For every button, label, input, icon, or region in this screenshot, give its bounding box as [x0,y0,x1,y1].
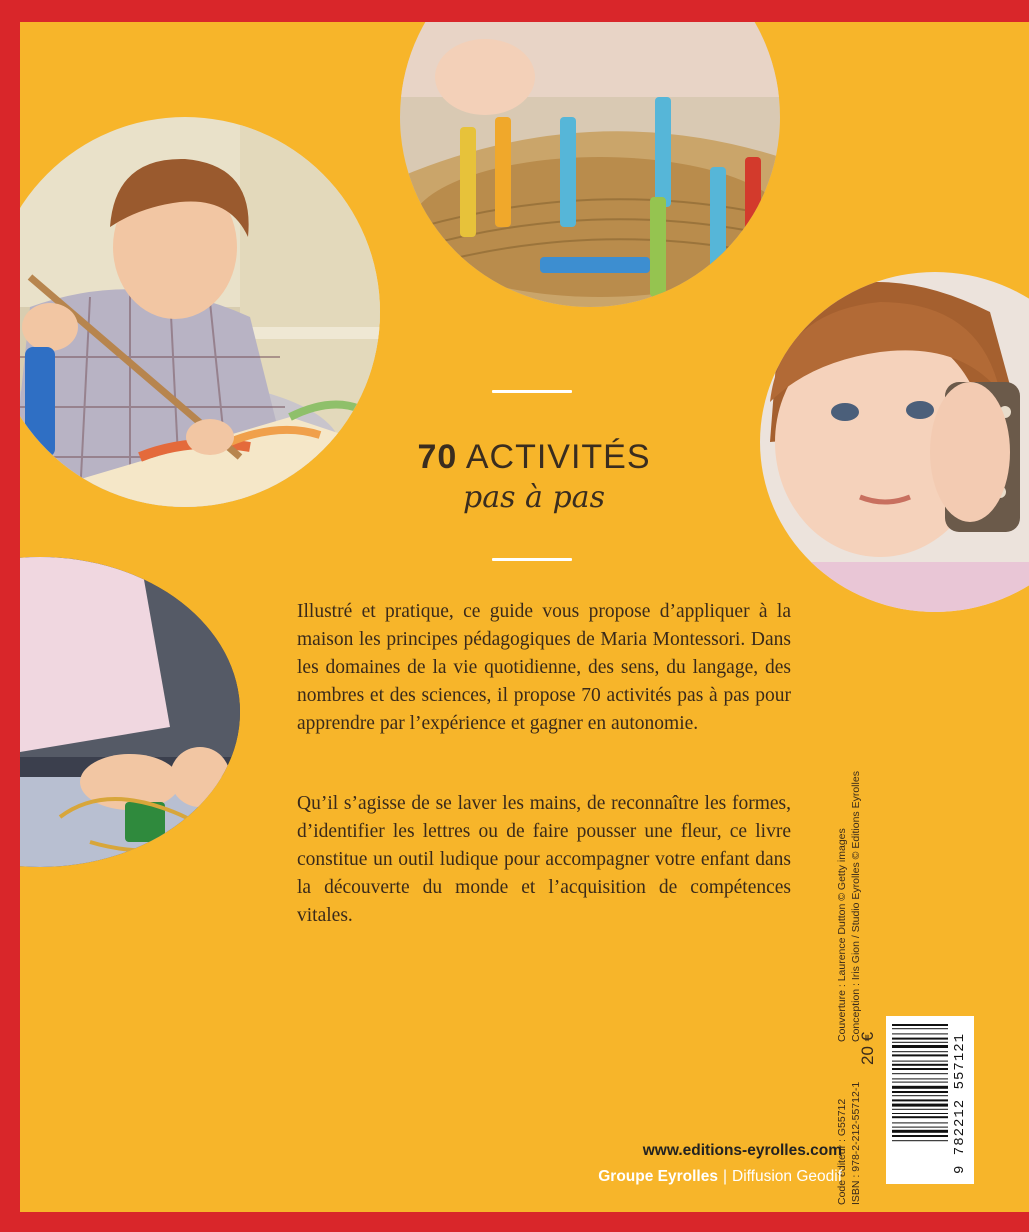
publisher-line [580,1168,842,1186]
barcode-bar [892,1116,948,1118]
barcode-bar [892,1064,948,1066]
barcode-bar [892,1113,948,1114]
publisher-website: www.editions-eyrolles.com [642,1142,842,1159]
barcode-bar [892,1068,948,1070]
barcode-bar [892,1082,948,1083]
barcode-bar [892,1061,948,1062]
divider-bottom [492,558,572,561]
photo-clothespins-basket [400,22,780,307]
isbn: ISBN : 978-2-212-55712-1 [850,1081,862,1205]
barcode-digits: 9 782212 557121 [952,1032,968,1174]
barcode-bar [892,1078,948,1079]
heading-label: ACTIVITÉS [465,438,651,476]
barcode [886,1016,974,1184]
heading-title [400,438,668,477]
barcode-bar [892,1073,948,1074]
heading-number: 70 [417,438,458,476]
barcode-bar [892,1051,948,1052]
publisher-distribution: Diffusion Geodif [732,1168,842,1185]
barcode-bar [892,1140,948,1141]
barcode-bar [892,1054,948,1056]
barcode-bar [892,1038,948,1040]
photo-boy-painting [20,117,380,507]
barcode-bar [892,1099,948,1101]
book-back-cover [20,22,1029,1212]
barcode-bar [892,1024,948,1026]
barcode-bar [892,1122,948,1123]
description-paragraph-1: Illustré et pratique, ce guide vous propose d’appliquer à la maison les principes pédagogiques de Maria Montessori. Dans les domaines de la vie quotidienne, des sens, du langage, des nombres et des sciences, il propose 70 activités pas à pas pour apprendre par l’expérience et gagner en autonomie. [297,601,791,734]
barcode-bar [892,1028,948,1029]
description-paragraph-2: Qu’il s’agisse de se laver les mains, de reconnaître les formes, d’identifier les lettres ou de faire pousser une fleur, ce livre constitue un outil ludique pour accompagner votre enfant dans la découverte du monde et l’acquisition de compétences vitales. [297,793,791,926]
credit-cover: Couverture : Laurence Dutton © Getty images [836,828,848,1042]
barcode-bar [892,1130,948,1133]
barcode-bars [892,1022,948,1178]
barcode-bar [892,1033,948,1034]
publisher-group: Groupe Eyrolles [598,1168,718,1185]
price: 20 € [858,1031,877,1065]
heading-subtitle: pas à pas [463,480,605,515]
editor-code: Code éditeur : G55712 [836,1098,848,1205]
barcode-bar [892,1042,948,1043]
photo-girl-sound-shaker [760,272,1029,612]
barcode-bar [892,1109,948,1110]
barcode-bar [892,1127,948,1128]
publisher-separator: | [722,1168,727,1185]
credit-design: Conception : Iris Gion / Studio Eyrolles © Editions Eyrolles [850,771,862,1042]
divider-top [492,390,572,393]
barcode-bar [892,1086,948,1089]
barcode-bar [892,1095,948,1096]
barcode-bar [892,1091,948,1093]
barcode-bar [892,1135,948,1137]
photo-credits [835,712,875,1042]
photo-child-lacing [20,557,240,867]
barcode-bar [892,1045,948,1048]
barcode-bar [892,1104,948,1107]
